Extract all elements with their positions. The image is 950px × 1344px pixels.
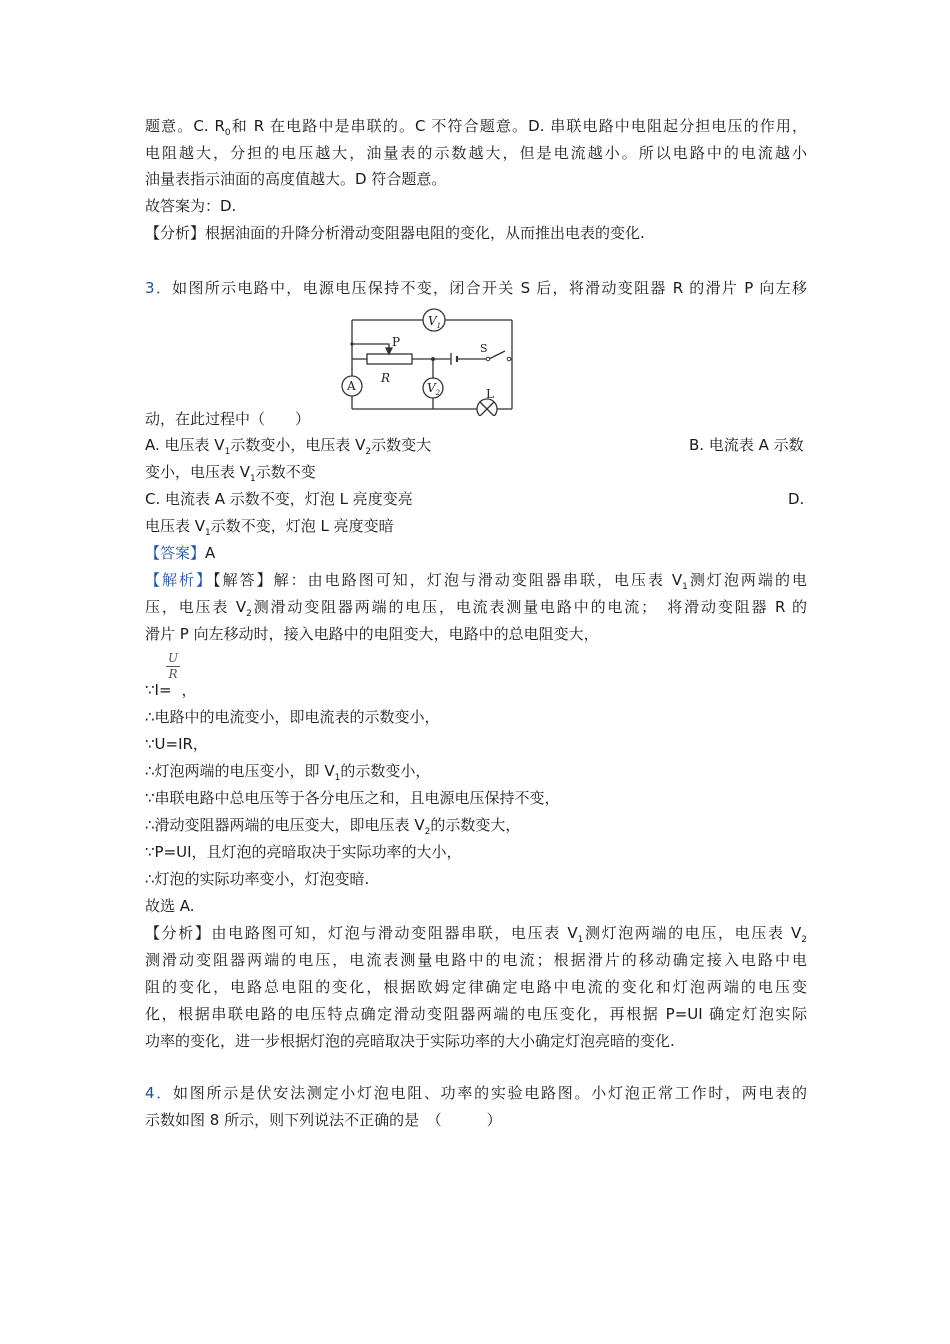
option-b: B. 电流表 A 示数 — [689, 436, 804, 454]
voltmeter-v1-label: $V_1$ — [428, 314, 442, 330]
question-4-stem-end: 示数如图 8 所示，则下列说法不正确的是 （ ） — [145, 1111, 502, 1129]
solution-line: 【解析】【解答】解：由电路图可知，灯泡与滑动变阻器串联，电压表 $V_1$测灯泡两端的电 — [145, 571, 807, 592]
option-a: A. 电压表 $V_1$示数变小，电压表 $V_2$示数变大 — [145, 436, 432, 457]
solution-step: ∴电路中的电流变小，即电流表的示数变小， — [145, 708, 440, 726]
rheostat-r-label: R — [381, 371, 391, 385]
text-line: 题意。C. $R_0$和 R 在电路中是串联的。C 不符合题意。D. 串联电路中电阻起分担电压的作用， — [145, 117, 807, 138]
question-4-stem: 4．如图所示是伏安法测定小灯泡电阻、功率的实验电路图。小灯泡正常工作时，两电表的 — [145, 1084, 807, 1102]
text-line: 电阻越大，分担的电压越大，油量表的示数越大，但是电流越小。所以电路中的电流越小 — [145, 144, 807, 162]
question-3-stem: 3．如图所示电路中，电源电压保持不变，闭合开关 S 后，将滑动变阻器 R 的滑片 P 向左移 — [145, 279, 807, 297]
solution-step: 故选 A. — [145, 897, 195, 915]
text-line: 油量表指示油面的高度值越大。D 符合题意。 — [145, 170, 447, 188]
solution-tag: 【解析】 — [145, 571, 214, 589]
voltmeter-v2-label: $V_2$ — [427, 381, 441, 397]
fraction-u-over-r: U R — [167, 651, 179, 681]
analysis-line: 测滑动变阻器两端的电压，电流表测量电路中的电流；根据滑片的移动确定接入电路中电 — [145, 951, 807, 969]
option-b-cont: 变小，电压表 $V_1$示数不变 — [145, 463, 316, 484]
analysis-line: 【分析】由电路图可知，灯泡与滑动变阻器串联，电压表 $V_1$测灯泡两端的电压，电压表 $V_2$ — [145, 924, 807, 945]
ammeter-a-label: A — [347, 379, 356, 393]
question-3-stem-end: 动，在此过程中（ ） — [145, 410, 311, 428]
slider-p-label: P — [392, 335, 401, 349]
solution-step: ∵U=IR， — [145, 735, 208, 753]
switch-s-label: S — [480, 342, 488, 355]
solution-step: ∵P=UI，且灯泡的亮暗取决于实际功率的大小， — [145, 843, 462, 861]
text-line: 故答案为：D. — [145, 197, 237, 215]
option-d-cont: 电压表 $V_1$示数不变，灯泡 L 亮度变暗 — [145, 517, 394, 538]
answer-tag: 【答案】 — [145, 544, 206, 562]
analysis-line: 阻的变化，电路总电阻的变化，根据欧姆定律确定电路中电流的变化和灯泡两端的电压变 — [145, 978, 807, 996]
option-d: D. — [788, 490, 805, 508]
solution-line: 滑片 P 向左移动时，接入电路中的电阻变大，电路中的总电阻变大， — [145, 625, 599, 643]
question-number: 4． — [145, 1084, 174, 1102]
solution-step: ∴灯泡两端的电压变小，即 $V_1$的示数变小， — [145, 762, 431, 783]
analysis-line: 【分析】根据油面的升降分析滑动变阻器电阻的变化，从而推出电表的变化. — [145, 224, 645, 242]
answer-line: 【答案】A — [145, 544, 216, 562]
circuit-diagram — [334, 308, 524, 416]
solution-step: ∴灯泡的实际功率变小，灯泡变暗. — [145, 870, 370, 888]
analysis-line: 功率的变化，进一步根据灯泡的亮暗取决于实际功率的大小确定灯泡亮暗的变化. — [145, 1032, 675, 1050]
solution-line: 压，电压表 $V_2$测滑动变阻器两端的电压，电流表测量电路中的电流； 将滑动变阻器 R 的 — [145, 598, 808, 619]
solution-step: ∵串联电路中总电压等于各分电压之和，且电源电压保持不变， — [145, 789, 560, 807]
analysis-line: 化，根据串联电路的电压特点确定滑动变阻器两端的电压变化，再根据 P=UI 确定灯泡实际 — [145, 1005, 807, 1023]
solution-step: ∵I= ， — [145, 681, 197, 699]
option-c: C. 电流表 A 示数不变，灯泡 L 亮度变亮 — [145, 490, 413, 508]
lamp-l-label: L — [486, 387, 494, 401]
solution-step: ∴滑动变阻器两端的电压变大，即电压表 $V_2$的示数变大， — [145, 816, 521, 837]
question-number: 3． — [145, 279, 173, 297]
